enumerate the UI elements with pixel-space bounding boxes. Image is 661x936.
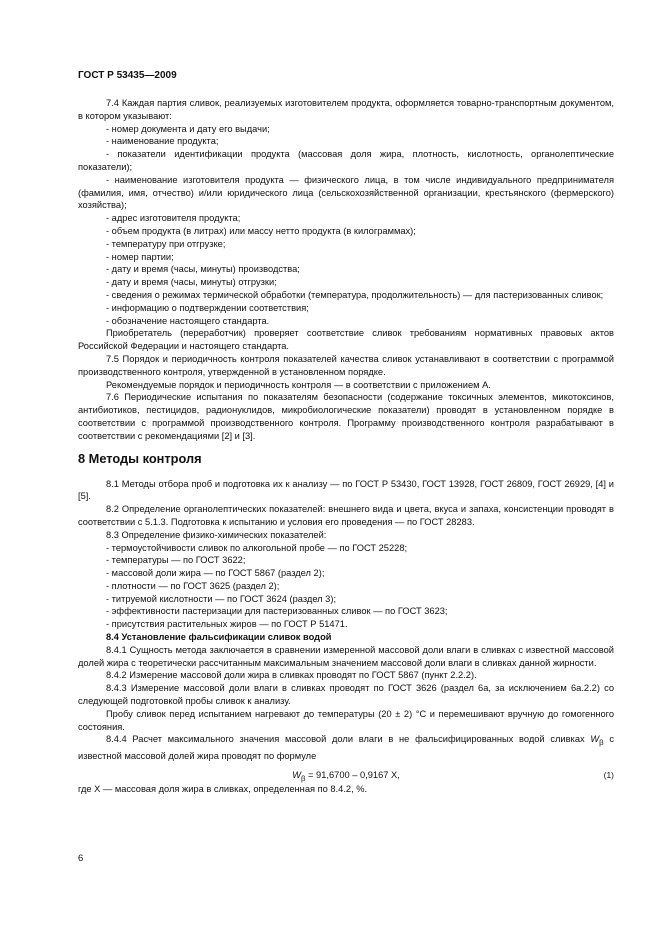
- list-item: - информацию о подтверждении соответствия;: [106, 302, 309, 313]
- paragraph-7-4: 7.4 Каждая партия сливок, реализуемых изготовителем продукта, оформляется товарно-транспортным документом, в котором указывают:: [78, 98, 614, 121]
- paragraph: Рекомендуемые порядок и периодичность контроля — в соответствии с приложением А.: [106, 379, 491, 390]
- formula-sub: β: [300, 773, 306, 783]
- page-number: 6: [78, 853, 84, 864]
- text-run: 8.4.4 Расчет максимального значения массовой доли влаги в не фальсифицированных водой сливках: [106, 734, 591, 745]
- paragraph-8-2: 8.2 Определение органолептических показателей: внешнего вида и цвета, вкуса и запаха, консистенции проводят в соответствии с 5.1.3. Подготовка к испытанию и условия его проведения — по ГОСТ 28283.: [78, 504, 614, 527]
- formula-lhs: W: [292, 769, 301, 780]
- list-item: - номер партии;: [106, 251, 174, 262]
- list-item: - дату и время (часы, минуты) отгрузки;: [106, 277, 277, 288]
- formula-expression: [78, 769, 614, 786]
- list-item: - термоустойчивости сливок по алкогольной пробе — по ГОСТ 25228;: [106, 542, 408, 553]
- paragraph-8-4-2: 8.4.2 Измерение массовой доли жира в сливках проводят по ГОСТ 5867 (пункт 2.2.2).: [106, 670, 477, 681]
- document-body: [78, 97, 614, 796]
- list-item: - обозначение настоящего стандарта.: [106, 315, 270, 326]
- list-item: - титруемой кислотности — по ГОСТ 3624 (раздел 3);: [106, 593, 337, 604]
- paragraph-8-3: 8.3 Определение физико-химических показателей:: [106, 529, 327, 540]
- list-item: - плотности — по ГОСТ 3625 (раздел 2);: [106, 580, 280, 591]
- list-item: - наименование изготовителя продукта — физического лица, в том числе индивидуального предпринимателя (фамилия, имя, отчество) и/или юридического лица (сельскохозяйственной организации, крестьянского (фермерского) хозяйства);: [78, 174, 614, 211]
- formula-1: [78, 767, 614, 783]
- list-item: - адрес изготовителя продукта;: [106, 213, 241, 224]
- formula-legend: где X — массовая доля жира в сливках, определенная по 8.4.2, %.: [78, 783, 368, 794]
- symbol-w: W: [590, 734, 600, 745]
- list-item: - сведения о режимах термической обработки (температура, продолжительность) — для пастеризованных сливок;: [106, 289, 604, 300]
- paragraph-7-5: 7.5 Порядок и периодичность контроля показателей качества сливок устанавливают в соответствии с программой производственного контроля, утвержденной в установленном порядке.: [78, 353, 614, 377]
- list-item: - объем продукта (в литрах) или массу нетто продукта (в килограммах);: [106, 225, 416, 236]
- list-item: - эффективности пастеризации для пастеризованных сливок — по ГОСТ 3623;: [106, 606, 448, 617]
- list-item: - дату и время (часы, минуты) производства;: [106, 264, 300, 275]
- text-run: с известной массовой долей жира проводят по формуле: [78, 734, 614, 762]
- section-8-title: 8 Методы контроля: [78, 450, 202, 466]
- paragraph: Приобретатель (переработчик) проверяет соответствие сливок требованиям нормативных правовых актов Российской Федерации и настоящего стандарта.: [78, 328, 614, 352]
- formula-rhs: = 91,6700 – 0,9167 X,: [305, 769, 400, 780]
- list-item: - температуру при отгрузке;: [106, 238, 226, 249]
- paragraph-7-6: 7.6 Периодические испытания по показателям безопасности (содержание токсичных элементов, микотоксинов, антибиотиков, пестицидов, радионуклидов, микробиологические показатели) проводят в установленном порядке в соответствии с программой производственного контроля. Программу производственного контроля разрабатывают в соответствии с рекомендациями [2] и [3].: [78, 392, 614, 441]
- symbol-sub: β: [599, 738, 604, 748]
- paragraph-8-4-3: 8.4.3 Измерение массовой доли влаги в сливках проводят по ГОСТ 3626 (раздел 6а, за исключением 6а.2.2) со следующей подготовкой пробы сливок к анализу.: [78, 683, 614, 707]
- list-item: - номер документа и дату его выдачи;: [106, 123, 270, 134]
- document-header: ГОСТ Р 53435—2009: [78, 70, 177, 81]
- subsection-8-4-title: 8.4 Установление фальсификации сливок водой: [106, 632, 332, 643]
- formula-number: (1): [603, 769, 614, 780]
- paragraph: Пробу сливок перед испытанием нагревают до температуры (20 ± 2) °С и перемешивают вручную до гомогенного состояния.: [78, 708, 614, 732]
- paragraph-8-1: 8.1 Методы отбора проб и подготовка их к анализу — по ГОСТ Р 53430, ГОСТ 13928, ГОСТ 26809, ГОСТ 26929, [4] и [5].: [78, 478, 614, 502]
- paragraph-8-4-1: 8.4.1 Сущность метода заключается в сравнении измеренной массовой доли влаги в сливках с известной массовой долей жира с теоретически рассчитанным максимальным значением массовой доли влаги в сливках данной жирности.: [78, 644, 614, 668]
- list-item: - показатели идентификации продукта (массовая доля жира, плотность, кислотность, органолептические показатели);: [78, 149, 614, 172]
- list-item: - массовой доли жира — по ГОСТ 5867 (раздел 2);: [106, 568, 325, 579]
- list-item: - наименование продукта;: [106, 136, 219, 147]
- paragraph-8-4-4: [78, 733, 614, 762]
- list-item: - температуры — по ГОСТ 3622;: [106, 555, 246, 566]
- list-item: - присутствия растительных жиров — по ГОСТ Р 51471.: [106, 619, 348, 630]
